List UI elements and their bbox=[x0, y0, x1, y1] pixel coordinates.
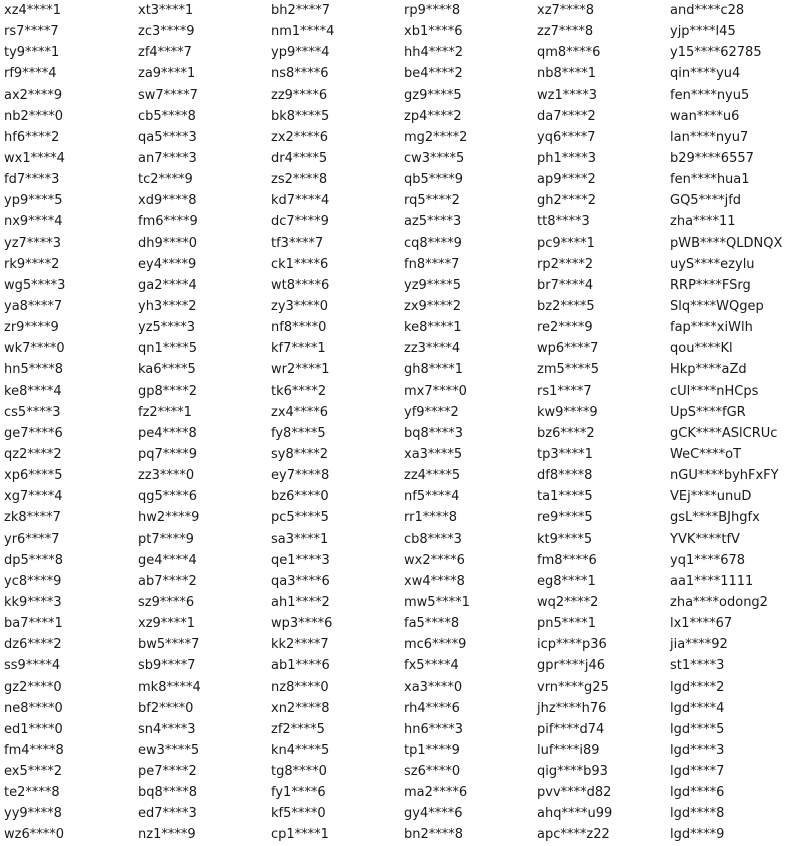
list-item: qou****Kl bbox=[670, 341, 733, 357]
list-item: ma2****6 bbox=[404, 785, 468, 801]
column-6 bbox=[670, 0, 800, 846]
list-item: fm4****8 bbox=[4, 742, 64, 758]
list-item: zs2****8 bbox=[271, 172, 328, 188]
list-item: ax2****9 bbox=[4, 87, 63, 103]
list-item: te2****8 bbox=[4, 785, 60, 801]
list-item: zz3****4 bbox=[404, 341, 461, 357]
list-item: br7****4 bbox=[537, 277, 594, 293]
list-item: pe7****2 bbox=[138, 764, 197, 780]
list-item: xp6****5 bbox=[4, 468, 63, 484]
list-item: zx2****6 bbox=[271, 129, 329, 145]
list-item: xd9****8 bbox=[138, 193, 197, 209]
list-item: lan****nyu7 bbox=[670, 129, 749, 145]
list-item: kk9****3 bbox=[4, 594, 62, 610]
list-item: df8****8 bbox=[537, 468, 593, 484]
list-item: re2****9 bbox=[537, 320, 593, 336]
list-item: gCK****ASlCRUc bbox=[670, 425, 778, 441]
list-item: sz9****6 bbox=[138, 594, 195, 610]
list-item: zz3****0 bbox=[138, 468, 195, 484]
list-item: zm5****5 bbox=[537, 362, 600, 378]
list-item: wz1****3 bbox=[537, 87, 597, 103]
list-item: ga2****4 bbox=[138, 277, 197, 293]
list-item: xw4****8 bbox=[404, 573, 465, 589]
list-item: wan****u6 bbox=[670, 108, 740, 124]
list-item: cUl****nHCps bbox=[670, 383, 759, 399]
list-item: yjp****l45 bbox=[670, 24, 736, 40]
list-item: xb1****6 bbox=[404, 24, 463, 40]
list-item: ey4****9 bbox=[138, 256, 197, 272]
list-item: sa3****1 bbox=[271, 531, 329, 547]
list-item: fy8****5 bbox=[271, 425, 326, 441]
list-item: sw7****7 bbox=[138, 87, 198, 103]
list-item: mx7****0 bbox=[404, 383, 467, 399]
list-item: sz6****0 bbox=[404, 764, 461, 780]
list-item: bz2****5 bbox=[537, 298, 595, 314]
list-item: zp4****2 bbox=[404, 108, 462, 124]
list-item: pn5****1 bbox=[537, 616, 597, 632]
list-item: zf4****7 bbox=[138, 45, 192, 61]
list-item: tp3****1 bbox=[537, 446, 593, 462]
list-item: qz2****2 bbox=[4, 446, 62, 462]
list-item: cs5****3 bbox=[4, 404, 61, 420]
list-item: xz7****8 bbox=[537, 3, 595, 18]
list-item: uyS****ezylu bbox=[670, 256, 755, 272]
list-item: ke8****4 bbox=[4, 383, 62, 399]
list-item: qig****b93 bbox=[537, 764, 608, 780]
list-item: wk7****0 bbox=[4, 341, 65, 357]
list-item: re9****5 bbox=[537, 510, 593, 526]
list-item: zz4****5 bbox=[404, 468, 461, 484]
list-item: za9****1 bbox=[138, 66, 196, 82]
list-item: be4****2 bbox=[404, 66, 463, 82]
column-4 bbox=[404, 0, 537, 846]
list-item: wp3****6 bbox=[271, 616, 333, 632]
list-item: lgd****3 bbox=[670, 742, 725, 758]
list-item: nf5****4 bbox=[404, 489, 460, 505]
list-item: gh2****2 bbox=[537, 193, 597, 209]
list-item: cw3****5 bbox=[404, 150, 465, 166]
list-item: icp****p36 bbox=[537, 637, 607, 653]
list-item: tc2****9 bbox=[138, 172, 193, 188]
list-item: ge4****4 bbox=[138, 552, 197, 568]
list-item: xg7****4 bbox=[4, 489, 63, 505]
list-item: eg8****1 bbox=[537, 573, 596, 589]
list-item: ka6****5 bbox=[138, 362, 196, 378]
list-item: qa3****6 bbox=[271, 573, 330, 589]
list-item: qn1****5 bbox=[138, 341, 198, 357]
list-item: fn8****7 bbox=[404, 256, 460, 272]
list-item: gy4****6 bbox=[404, 806, 463, 822]
list-item: xa3****0 bbox=[404, 679, 463, 695]
list-item: zx9****2 bbox=[404, 298, 462, 314]
list-item: GQ5****jfd bbox=[670, 193, 742, 209]
list-item: fap****xiWlh bbox=[670, 320, 753, 336]
list-item: bn2****8 bbox=[404, 827, 464, 843]
list-item: gz9****5 bbox=[404, 87, 462, 103]
list-item: yz9****5 bbox=[404, 277, 462, 293]
list-item: gpr****j46 bbox=[537, 658, 606, 674]
list-item: qg5****6 bbox=[138, 489, 198, 505]
list-item: hn5****8 bbox=[4, 362, 64, 378]
list-item: rs7****7 bbox=[4, 24, 59, 40]
list-item: jia****92 bbox=[670, 637, 728, 653]
list-item: zz9****6 bbox=[271, 87, 328, 103]
list-item: st1****3 bbox=[670, 658, 725, 674]
list-item: rp9****8 bbox=[404, 3, 461, 18]
list-item: aa1****1111 bbox=[670, 573, 754, 589]
list-item: ty9****1 bbox=[4, 45, 60, 61]
list-item: bz6****2 bbox=[537, 425, 595, 441]
list-item: dp5****8 bbox=[4, 552, 64, 568]
column-2 bbox=[138, 0, 271, 846]
list-item: mk8****4 bbox=[138, 679, 201, 695]
list-item: sb9****7 bbox=[138, 658, 196, 674]
list-item: mc6****9 bbox=[404, 637, 467, 653]
list-item: pWB****QLDNQX bbox=[670, 235, 783, 251]
list-item: yr6****7 bbox=[4, 531, 60, 547]
list-item: WeC****oT bbox=[670, 446, 742, 462]
list-item: yf9****2 bbox=[404, 404, 459, 420]
list-item: ed1****0 bbox=[4, 721, 63, 737]
column-1 bbox=[4, 0, 138, 846]
list-item: pc9****1 bbox=[537, 235, 595, 251]
list-item: kk2****7 bbox=[271, 637, 329, 653]
list-item: fen****hua1 bbox=[670, 172, 750, 188]
list-item: yq6****7 bbox=[537, 129, 596, 145]
list-item: bq8****8 bbox=[138, 785, 198, 801]
list-item: ab1****6 bbox=[271, 658, 330, 674]
list-item: zr9****9 bbox=[4, 320, 59, 336]
list-item: qa5****3 bbox=[138, 129, 197, 145]
list-item: kf5****0 bbox=[271, 806, 326, 822]
list-item: ab7****2 bbox=[138, 573, 197, 589]
list-item: zz7****8 bbox=[537, 24, 594, 40]
list-item: kf7****1 bbox=[271, 341, 326, 357]
list-item: ap9****2 bbox=[537, 172, 596, 188]
list-item: ns8****6 bbox=[271, 66, 329, 82]
list-item: fm8****6 bbox=[537, 552, 597, 568]
list-item: lgd****8 bbox=[670, 806, 725, 822]
list-item: hn6****3 bbox=[404, 721, 464, 737]
list-item: xn2****8 bbox=[271, 700, 330, 716]
list-item: ahq****u99 bbox=[537, 806, 613, 822]
list-item: yz5****3 bbox=[138, 320, 196, 336]
list-item: bz6****0 bbox=[271, 489, 329, 505]
list-item: Hkp****aZd bbox=[670, 362, 747, 378]
list-item: ge7****6 bbox=[4, 425, 63, 441]
list-item: fx5****4 bbox=[404, 658, 459, 674]
list-item: rf9****4 bbox=[4, 66, 57, 82]
list-item: luf****i89 bbox=[537, 742, 600, 758]
list-item: ex5****2 bbox=[4, 764, 63, 780]
list-item: qm8****6 bbox=[537, 45, 601, 61]
list-item: wx1****4 bbox=[4, 150, 65, 166]
list-item: yp9****5 bbox=[4, 193, 63, 209]
list-item: wt8****6 bbox=[271, 277, 330, 293]
list-item: lgd****5 bbox=[670, 721, 725, 737]
list-item: gz2****0 bbox=[4, 679, 62, 695]
list-item: rh4****6 bbox=[404, 700, 460, 716]
list-item: zf2****5 bbox=[271, 721, 325, 737]
list-item: zha****odong2 bbox=[670, 594, 768, 610]
list-item: gp8****2 bbox=[138, 383, 198, 399]
list-item: tf3****7 bbox=[271, 235, 324, 251]
list-item: da7****2 bbox=[537, 108, 596, 124]
list-item: and****c28 bbox=[670, 3, 745, 18]
list-item: sn4****3 bbox=[138, 721, 196, 737]
list-item: pe4****8 bbox=[138, 425, 197, 441]
list-item: nf8****0 bbox=[271, 320, 327, 336]
column-3 bbox=[271, 0, 404, 846]
list-item: az5****3 bbox=[404, 214, 462, 230]
list-item: ck1****6 bbox=[271, 256, 329, 272]
list-item: ne8****0 bbox=[4, 700, 63, 716]
list-item: tk6****2 bbox=[271, 383, 327, 399]
list-item: nx9****4 bbox=[4, 214, 63, 230]
list-item: vrn****g25 bbox=[537, 679, 609, 695]
list-item: ta1****5 bbox=[537, 489, 593, 505]
list-item: qe1****3 bbox=[271, 552, 330, 568]
list-item: lgd****7 bbox=[670, 764, 725, 780]
list-item: ke8****1 bbox=[404, 320, 462, 336]
column-5 bbox=[537, 0, 670, 846]
list-item: wg5****3 bbox=[4, 277, 66, 293]
list-item: zc3****9 bbox=[138, 24, 195, 40]
list-item: VEj****unuD bbox=[670, 489, 752, 505]
list-item: nm1****4 bbox=[271, 24, 335, 40]
list-item: bh2****7 bbox=[271, 3, 331, 18]
list-item: UpS****fGR bbox=[670, 404, 746, 420]
list-item: mg2****2 bbox=[404, 129, 468, 145]
list-item: rr1****8 bbox=[404, 510, 458, 526]
list-item: ah1****2 bbox=[271, 594, 330, 610]
list-item: xz9****1 bbox=[138, 616, 196, 632]
list-item: cp1****1 bbox=[271, 827, 329, 843]
list-item: yz7****3 bbox=[4, 235, 62, 251]
list-item: lgd****9 bbox=[670, 827, 725, 843]
list-item: cb8****3 bbox=[404, 531, 462, 547]
list-item: gsL****BJhgfx bbox=[670, 510, 760, 526]
list-item: bq8****3 bbox=[404, 425, 464, 441]
list-item: jhz****h76 bbox=[537, 700, 607, 716]
list-item: an7****3 bbox=[138, 150, 197, 166]
list-item: lx1****67 bbox=[670, 616, 733, 632]
list-item: gh8****1 bbox=[404, 362, 464, 378]
list-item: nGU****byhFxFY bbox=[670, 468, 779, 484]
list-item: dz6****2 bbox=[4, 637, 62, 653]
list-item: cq8****9 bbox=[404, 235, 462, 251]
list-item: xz4****1 bbox=[4, 3, 62, 18]
list-item: b29****6557 bbox=[670, 150, 754, 166]
list-item: nz8****0 bbox=[271, 679, 329, 695]
list-item: wp6****7 bbox=[537, 341, 599, 357]
list-item: ya8****7 bbox=[4, 298, 63, 314]
list-item: pc5****5 bbox=[271, 510, 329, 526]
list-item: hf6****2 bbox=[4, 129, 60, 145]
list-item: wr2****1 bbox=[271, 362, 330, 378]
list-item: YVK****tfV bbox=[670, 531, 740, 547]
list-item: kw9****9 bbox=[537, 404, 598, 420]
list-item: ph1****3 bbox=[537, 150, 597, 166]
list-item: nz1****9 bbox=[138, 827, 196, 843]
list-item: pvv****d82 bbox=[537, 785, 612, 801]
list-item: yc8****9 bbox=[4, 573, 62, 589]
list-item: dr4****5 bbox=[271, 150, 328, 166]
list-item: wz6****0 bbox=[4, 827, 64, 843]
list-item: fy1****6 bbox=[271, 785, 326, 801]
list-item: kt9****5 bbox=[537, 531, 593, 547]
list-item: ew3****5 bbox=[138, 742, 200, 758]
list-item: fd7****3 bbox=[4, 172, 60, 188]
list-item: xt3****1 bbox=[138, 3, 194, 18]
list-item: bw5****7 bbox=[138, 637, 200, 653]
list-item: fm6****9 bbox=[138, 214, 198, 230]
list-item: kn4****5 bbox=[271, 742, 330, 758]
list-item: hh4****2 bbox=[404, 45, 464, 61]
list-item: bk8****5 bbox=[271, 108, 330, 124]
list-item: bf2****0 bbox=[138, 700, 194, 716]
list-item: ba7****1 bbox=[4, 616, 63, 632]
list-item: yq1****678 bbox=[670, 552, 746, 568]
list-item: rp2****2 bbox=[537, 256, 594, 272]
list-item: fz2****1 bbox=[138, 404, 192, 420]
list-item: zha****11 bbox=[670, 214, 736, 230]
list-item: pq7****9 bbox=[138, 446, 198, 462]
list-item: tg8****0 bbox=[271, 764, 327, 780]
list-item: lgd****4 bbox=[670, 700, 725, 716]
list-item: lgd****6 bbox=[670, 785, 725, 801]
list-item: RRP****FSrg bbox=[670, 277, 751, 293]
list-item: yp9****4 bbox=[271, 45, 330, 61]
list-item: hw2****9 bbox=[138, 510, 200, 526]
list-item: zy3****0 bbox=[271, 298, 329, 314]
list-item: zx4****6 bbox=[271, 404, 329, 420]
list-item: qin****yu4 bbox=[670, 66, 741, 82]
list-item: wq2****2 bbox=[537, 594, 599, 610]
list-item: yy9****8 bbox=[4, 806, 62, 822]
list-item: kd7****4 bbox=[271, 193, 330, 209]
list-item: zk8****7 bbox=[4, 510, 61, 526]
list-item: ss9****4 bbox=[4, 658, 61, 674]
list-item: qb5****9 bbox=[404, 172, 464, 188]
list-item: xa3****5 bbox=[404, 446, 463, 462]
list-item: ed7****3 bbox=[138, 806, 197, 822]
list-item: Slq****WQgep bbox=[670, 298, 764, 314]
list-item: dh9****0 bbox=[138, 235, 198, 251]
list-item: tp1****9 bbox=[404, 742, 460, 758]
list-item: fen****nyu5 bbox=[670, 87, 750, 103]
list-item: nb2****0 bbox=[4, 108, 64, 124]
list-item: fa5****8 bbox=[404, 616, 460, 632]
list-item: mw5****1 bbox=[404, 594, 470, 610]
list-item: y15****62785 bbox=[670, 45, 762, 61]
list-item: rk9****2 bbox=[4, 256, 60, 272]
list-item: tt8****3 bbox=[537, 214, 590, 230]
list-item: nb8****1 bbox=[537, 66, 597, 82]
list-item: wx2****6 bbox=[404, 552, 465, 568]
list-item: yh3****2 bbox=[138, 298, 197, 314]
list-item: apc****z22 bbox=[537, 827, 610, 843]
list-item: sy8****2 bbox=[271, 446, 329, 462]
account-grid bbox=[4, 0, 800, 846]
list-item: pt7****9 bbox=[138, 531, 194, 547]
list-item: lgd****2 bbox=[670, 679, 725, 695]
list-item: rs1****7 bbox=[537, 383, 592, 399]
list-item: ey7****8 bbox=[271, 468, 330, 484]
list-item: rq5****2 bbox=[404, 193, 460, 209]
list-item: pif****d74 bbox=[537, 721, 605, 737]
list-item: dc7****9 bbox=[271, 214, 329, 230]
list-item: cb5****8 bbox=[138, 108, 196, 124]
